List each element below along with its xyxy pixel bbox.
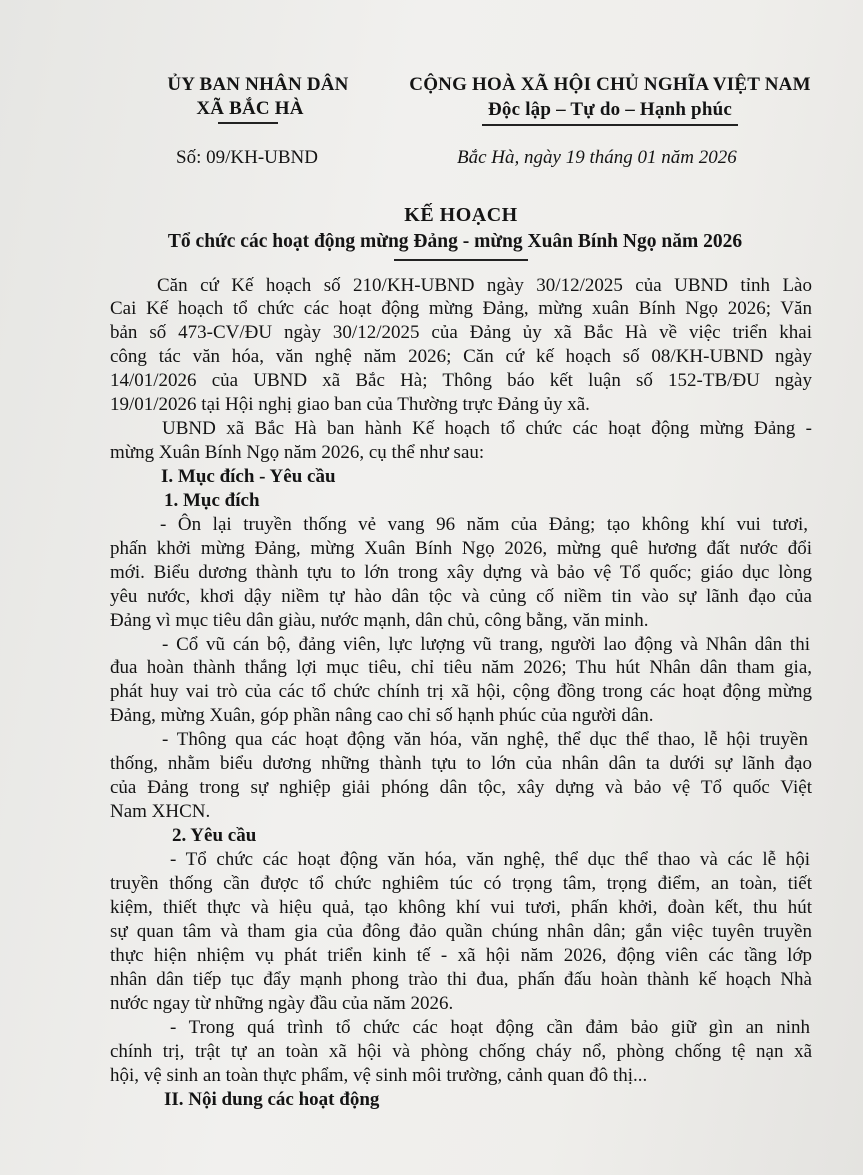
requirement-line: nước ngay từ những ngày đầu của năm 2026.	[110, 993, 454, 1014]
intro-line: 19/01/2026 tại Hội nghị giao ban của Thường trực Đảng ủy xã.	[110, 394, 590, 415]
section-heading: I. Mục đích - Yêu cầu	[161, 466, 336, 487]
purpose-line: phấn khởi mừng Đảng, mừng Xuân Bính Ngọ 2026, mừng quê hương đất nước đổi	[110, 538, 812, 559]
national-title: CỘNG HOÀ XÃ HỘI CHỦ NGHĨA VIỆT NAM	[409, 74, 811, 95]
subsection-heading: 1. Mục đích	[164, 490, 260, 511]
intro-line: bản số 473-CV/ĐU ngày 30/12/2025 của Đảng ủy xã Bắc Hà về việc triển khai	[110, 322, 812, 343]
requirement-line: kiệm, thiết thực và hiệu quả, tạo không khí vui tươi, phấn khởi, đoàn kết, thu hút	[110, 897, 812, 918]
intro-line: Cai Kế hoạch tổ chức các hoạt động mừng Đảng, mừng xuân Bính Ngọ 2026; Văn	[110, 298, 812, 319]
requirement-line: thực hiện nhiệm vụ phát triển kinh tế - xã hội năm 2026, động viên các tầng lớp	[110, 945, 812, 966]
requirement-line: nhân dân tiếp tục đẩy mạnh phong trào thi đua, phấn đấu hoàn thành kế hoạch Nhà	[110, 969, 812, 990]
purpose-line: phát huy vai trò của các tổ chức chính trị xã hội, cộng đồng trong các hoạt động mừng	[110, 681, 812, 702]
purpose-line: Đảng, mừng Xuân, góp phần nâng cao chỉ số hạnh phúc của người dân.	[110, 705, 654, 726]
document-number: Số: 09/KH-UBND	[176, 147, 318, 168]
intro-line: Căn cứ Kế hoạch số 210/KH-UBND ngày 30/12/2025 của UBND tỉnh Lào	[157, 275, 812, 296]
intro-line: 14/01/2026 của UBND xã Bắc Hà; Thông báo kết luận số 152-TB/ĐU ngày	[110, 370, 812, 391]
purpose-line: Nam XHCN.	[110, 801, 211, 822]
intro-line: công tác văn hóa, văn nghệ năm 2026; Căn cứ kế hoạch số 08/KH-UBND ngày	[110, 346, 812, 367]
purpose-line: Đảng vì mục tiêu dân giàu, nước mạnh, dân chủ, công bằng, văn minh.	[110, 610, 649, 631]
decision-line: mừng Xuân Bính Ngọ năm 2026, cụ thể như sau:	[110, 442, 485, 463]
title-underline	[394, 259, 528, 261]
purpose-line: - Ôn lại truyền thống vẻ vang 96 năm của Đảng; tạo không khí vui tươi,	[160, 514, 808, 535]
requirement-line: - Tổ chức các hoạt động văn hóa, văn nghệ, thể dục thể thao và các lễ hội	[170, 849, 810, 870]
motto-underline	[482, 124, 738, 126]
section-heading: II. Nội dung các hoạt động	[164, 1089, 380, 1110]
requirement-line: hội, vệ sinh an toàn thực phẩm, vệ sinh môi trường, cảnh quan đô thị...	[110, 1065, 648, 1086]
requirement-line: chính trị, trật tự an toàn xã hội và phòng chống cháy nổ, phòng chống tệ nạn xã	[110, 1041, 812, 1062]
document-title: KẾ HOẠCH	[404, 204, 518, 226]
decision-line: UBND xã Bắc Hà ban hành Kế hoạch tổ chức các hoạt động mừng Đảng -	[162, 418, 812, 439]
purpose-line: - Cổ vũ cán bộ, đảng viên, lực lượng vũ trang, người lao động và Nhân dân thi	[162, 634, 810, 655]
purpose-line: của Đảng trong sự nghiệp giải phóng dân tộc, xây dựng và bảo vệ Tổ quốc Việt	[110, 777, 812, 798]
purpose-line: - Thông qua các hoạt động văn hóa, văn nghệ, thể dục thể thao, lễ hội truyền	[162, 729, 808, 750]
authority-underline	[218, 122, 278, 124]
purpose-line: đua hoàn thành thắng lợi mục tiêu, chỉ tiêu năm 2026; Thu hút Nhân dân tham gia,	[110, 657, 812, 678]
subsection-heading: 2. Yêu cầu	[172, 825, 257, 846]
requirement-line: sự quan tâm và tham gia của đông đảo quần chúng nhân dân; gắn việc tuyên truyền	[110, 921, 812, 942]
document-subtitle: Tổ chức các hoạt động mừng Đảng - mừng Xuân Bính Ngọ năm 2026	[167, 231, 743, 252]
purpose-line: mới. Biểu dương thành tựu to lớn trong xây dựng và bảo vệ Tổ quốc; giáo dục lòng	[110, 562, 812, 583]
requirement-line: truyền thống cần được tổ chức nghiêm túc có trọng tâm, trọng điểm, an toàn, tiết	[110, 873, 812, 894]
place-date: Bắc Hà, ngày 19 tháng 01 năm 2026	[457, 147, 737, 168]
issuing-commune: XÃ BẮC HÀ	[196, 98, 304, 119]
purpose-line: yêu nước, khơi dậy niềm tự hào dân tộc và củng cố niềm tin vào sự lãnh đạo của	[110, 586, 812, 607]
national-motto: Độc lập – Tự do – Hạnh phúc	[488, 99, 732, 120]
issuing-authority: ỦY BAN NHÂN DÂN	[167, 74, 349, 95]
requirement-line: - Trong quá trình tổ chức các hoạt động cần đảm bảo giữ gìn an ninh	[170, 1017, 810, 1038]
purpose-line: thống, nhằm biểu dương những thành tựu to lớn của nhân dân ta dưới sự lãnh đạo	[110, 753, 812, 774]
